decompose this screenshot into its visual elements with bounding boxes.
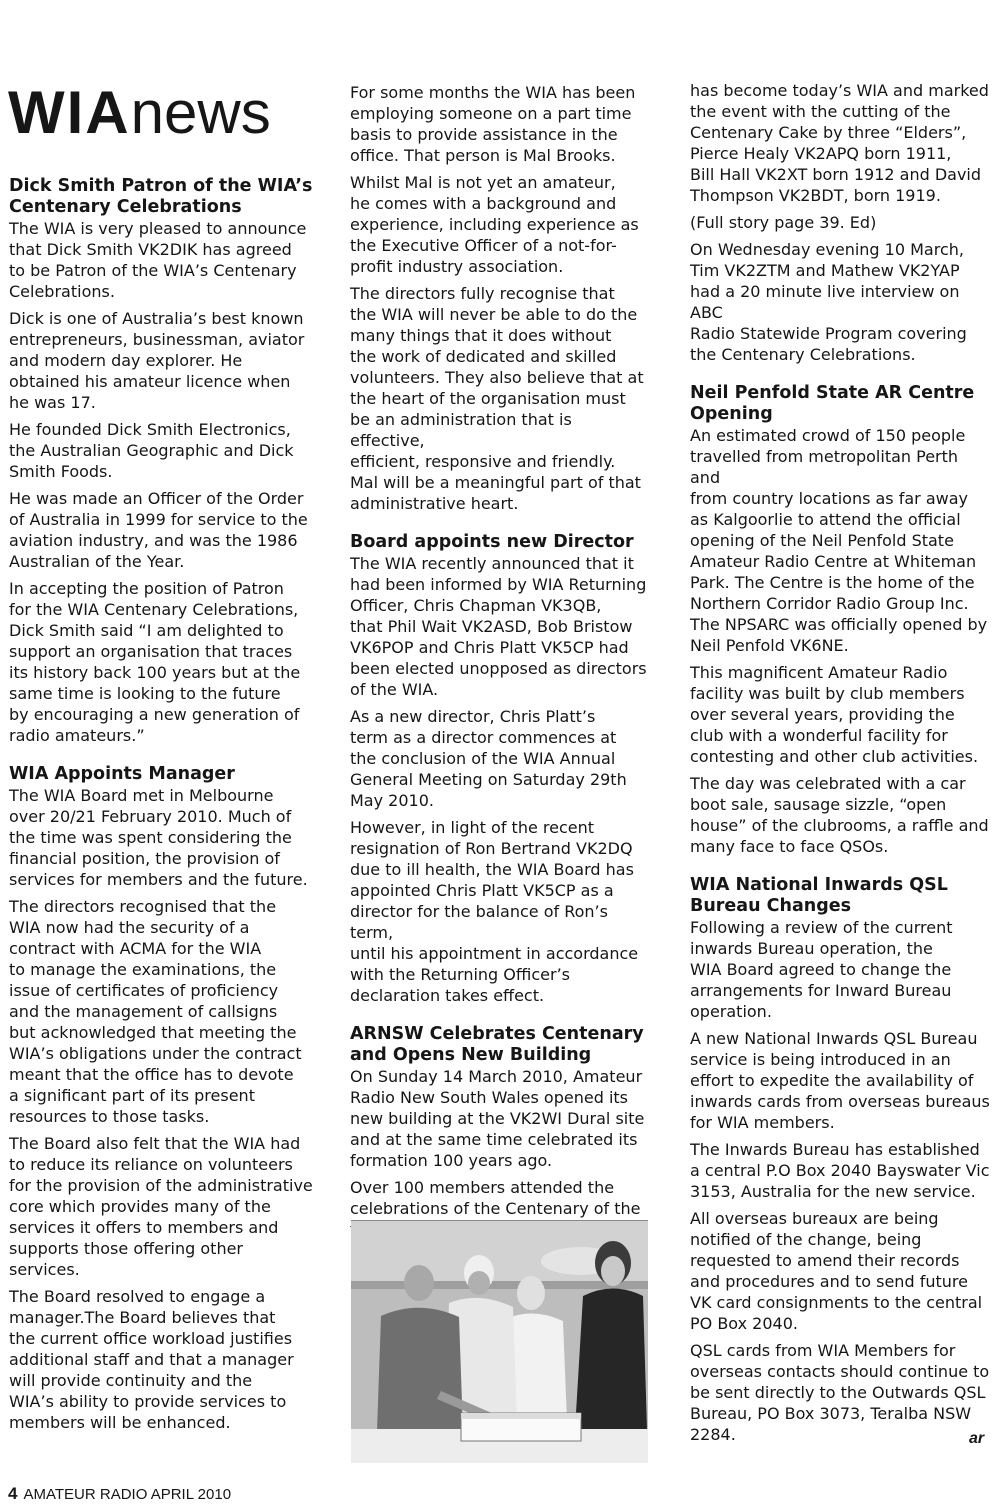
text-line: The Board also felt that the WIA had [9, 1134, 301, 1153]
article-heading [350, 532, 650, 553]
text-line: requested to amend their records [690, 1251, 960, 1270]
text-line: May 2010. [350, 791, 434, 810]
text-line: Pierce Healy VK2APQ born 1911, [690, 144, 952, 163]
text-line: financial position, the provision of [9, 849, 280, 868]
article-paragraph [350, 172, 650, 277]
text-line: obtained his amateur licence when [9, 372, 291, 391]
text-line: employing someone on a part time [350, 104, 632, 123]
text-line: resignation of Ron Bertrand VK2DQ [350, 839, 633, 858]
text-line: notified of the change, being [690, 1230, 922, 1249]
centenary-cake-photo [351, 1220, 648, 1463]
article-paragraph [350, 817, 650, 1006]
text-line: VK card consignments to the central [690, 1293, 983, 1312]
text-line: had a 20 minute live interview on ABC [690, 282, 960, 322]
text-line: QSL cards from WIA Members for [690, 1341, 956, 1360]
article-paragraph [690, 662, 992, 767]
article-paragraph [690, 773, 992, 857]
text-line: Northern Corridor Radio Group Inc. [690, 594, 969, 613]
text-line: meant that the office has to devote [9, 1065, 294, 1084]
text-line: profit industry association. [350, 257, 564, 276]
text-line: On Wednesday evening 10 March, [690, 240, 964, 259]
text-line: of Australia in 1999 for service to the [9, 510, 308, 529]
article-heading [690, 875, 992, 917]
text-line: boot sale, sausage sizzle, “open [690, 795, 947, 814]
text-line: term as a director commences at [350, 728, 617, 747]
text-line: members will be enhanced. [9, 1413, 231, 1432]
text-line: Dick Smith said “I am delighted to [9, 621, 284, 640]
text-line: VK6POP and Chris Platt VK5CP had [350, 638, 629, 657]
text-line: the Executive Officer of a not-for- [350, 236, 617, 255]
text-line: for the provision of the administrative [9, 1176, 313, 1195]
page-number: 4 [8, 1484, 18, 1503]
text-line: but acknowledged that meeting the [9, 1023, 297, 1042]
article-heading [9, 176, 317, 218]
text-line: a significant part of its present [9, 1086, 255, 1105]
text-line: Neil Penfold VK6NE. [690, 636, 849, 655]
heading-line: Opening [690, 404, 773, 424]
column-3 [690, 80, 992, 1451]
text-line: WIA now had the security of a [9, 918, 250, 937]
heading-line: Bureau Changes [690, 896, 852, 916]
text-line: over 20/21 February 2010. Much of [9, 807, 292, 826]
text-line: and the management of callsigns [9, 1002, 278, 1021]
text-line: travelled from metropolitan Perth and [690, 447, 959, 487]
text-line: many face to face QSOs. [690, 837, 889, 856]
text-line: the event with the cutting of the [690, 102, 951, 121]
text-line: house” of the clubrooms, a raffle and [690, 816, 989, 835]
text-line: issue of certificates of proficiency [9, 981, 279, 1000]
text-line: Radio Statewide Program covering [690, 324, 967, 343]
text-line: The Inwards Bureau has established [690, 1140, 980, 1159]
masthead-wia-news [8, 78, 271, 148]
text-line: contesting and other club activities. [690, 747, 979, 766]
text-line: he was 17. [9, 393, 96, 412]
text-line: opening of the Neil Penfold State [690, 531, 954, 550]
article-paragraph [690, 1208, 992, 1334]
text-line: declaration takes effect. [350, 986, 545, 1005]
heading-line: WIA Appoints Manager [9, 764, 235, 784]
article-paragraph [350, 283, 650, 514]
article-section [350, 82, 650, 514]
article-paragraph [9, 419, 317, 482]
text-line: with the Returning Officer’s [350, 965, 570, 984]
text-line: administrative heart. [350, 494, 519, 513]
text-line: WIA’s ability to provide services to [9, 1392, 287, 1411]
article-paragraph [9, 785, 317, 890]
text-line: arrangements for Inward Bureau [690, 981, 952, 1000]
text-line: be an administration that is effective, [350, 410, 572, 450]
article-paragraph [9, 896, 317, 1127]
text-line: The day was celebrated with a car [690, 774, 966, 793]
article-paragraph [350, 1066, 650, 1171]
text-line: An estimated crowd of 150 people [690, 426, 966, 445]
article-section [690, 80, 992, 365]
text-line: Bill Hall VK2XT born 1912 and David [690, 165, 982, 184]
text-line: to manage the examinations, the [9, 960, 277, 979]
text-line: Amateur Radio Centre at Whiteman [690, 552, 977, 571]
article-paragraph [690, 1340, 992, 1445]
text-line: This magnificent Amateur Radio [690, 663, 948, 682]
article-paragraph [690, 1139, 992, 1202]
text-line: experience, including experience as [350, 215, 639, 234]
text-line: PO Box 2040. [690, 1314, 798, 1333]
text-line: from country locations as far away [690, 489, 968, 508]
text-line: of the WIA. [350, 680, 439, 699]
text-line: All overseas bureaux are being [690, 1209, 939, 1228]
text-line: the WIA will never be able to do the [350, 305, 638, 324]
text-line: manager.The Board believes that [9, 1308, 276, 1327]
article-section [690, 383, 992, 857]
article-paragraph [350, 553, 650, 700]
text-line: been elected unopposed as directors [350, 659, 647, 678]
text-line: The NPSARC was officially opened by [690, 615, 988, 634]
heading-line: Dick Smith Patron of the WIA’s [9, 176, 313, 196]
text-line: office. That person is Mal Brooks. [350, 146, 616, 165]
text-line: facility was built by club members [690, 684, 965, 703]
text-line: service is being introduced in an [690, 1050, 951, 1069]
text-line: club with a wonderful facility for [690, 726, 948, 745]
text-line: resources to those tasks. [9, 1107, 210, 1126]
text-line: entrepreneurs, businessman, aviator [9, 330, 305, 349]
text-line: services. [9, 1260, 80, 1279]
text-line: contract with ACMA for the WIA [9, 939, 262, 958]
text-line: (Full story page 39. Ed) [690, 213, 877, 232]
text-line: Radio New South Wales opened its [350, 1088, 628, 1107]
text-line: Celebrations. [9, 282, 115, 301]
text-line: The WIA recently announced that it [350, 554, 634, 573]
masthead-light: news [130, 79, 271, 146]
article-section [350, 1024, 650, 1240]
text-line: appointed Chris Platt VK5CP as a [350, 881, 614, 900]
text-line: WIA Board agreed to change the [690, 960, 952, 979]
heading-line: Centenary Celebrations [9, 197, 242, 217]
text-line: The Board resolved to engage a [9, 1287, 266, 1306]
text-line: new building at the VK2WI Dural site [350, 1109, 645, 1128]
article-paragraph [9, 218, 317, 302]
text-line: the time was spent considering the [9, 828, 292, 847]
text-line: for the WIA Centenary Celebrations, [9, 600, 299, 619]
text-line: 2284. [690, 1425, 736, 1444]
text-line: overseas contacts should continue to [690, 1362, 990, 1381]
text-line: Bureau, PO Box 3073, Teralba NSW [690, 1404, 972, 1423]
text-line: The WIA Board met in Melbourne [9, 786, 274, 805]
text-line: WIA’s obligations under the contract [9, 1044, 302, 1063]
text-line: until his appointment in accordance [350, 944, 639, 963]
text-line: Following a review of the current [690, 918, 953, 937]
text-line: as Kalgoorlie to attend the official [690, 510, 961, 529]
text-line: He was made an Officer of the Order [9, 489, 304, 508]
text-line: that Phil Wait VK2ASD, Bob Bristow [350, 617, 633, 636]
article-paragraph [350, 82, 650, 166]
text-line: that Dick Smith VK2DIK has agreed [9, 240, 292, 259]
text-line: a central P.O Box 2040 Bayswater Vic [690, 1161, 990, 1180]
text-line: core which provides many of the [9, 1197, 271, 1216]
text-line: many things that it does without [350, 326, 612, 345]
text-line: same time is looking to the future [9, 684, 281, 703]
text-line: the heart of the organisation must [350, 389, 626, 408]
text-line: As a new director, Chris Platt’s [350, 707, 596, 726]
text-line: Over 100 members attended the [350, 1178, 615, 1197]
heading-line: and Opens New Building [350, 1045, 592, 1065]
text-line: operation. [690, 1002, 772, 1021]
text-line: be sent directly to the Outwards QSL [690, 1383, 986, 1402]
article-paragraph [9, 308, 317, 413]
article-paragraph [690, 917, 992, 1022]
text-line: inwards Bureau operation, the [690, 939, 933, 958]
text-line: Mal will be a meaningful part of that [350, 473, 641, 492]
text-line: The directors recognised that the [9, 897, 277, 916]
text-line: director for the balance of Ron’s term, [350, 902, 608, 942]
heading-line: Neil Penfold State AR Centre [690, 383, 975, 403]
text-line: to be Patron of the WIA’s Centenary [9, 261, 297, 280]
article-paragraph [9, 1286, 317, 1433]
text-line: However, in light of the recent [350, 818, 595, 837]
text-line: For some months the WIA has been [350, 83, 636, 102]
article-section [350, 532, 650, 1006]
article-paragraph [9, 488, 317, 572]
article-section [9, 176, 317, 746]
text-line: he comes with a background and [350, 194, 617, 213]
heading-line: Board appoints new Director [350, 532, 634, 552]
heading-line: WIA National Inwards QSL [690, 875, 948, 895]
photo-illustration [351, 1221, 648, 1463]
text-line: A new National Inwards QSL Bureau [690, 1029, 978, 1048]
text-line: Whilst Mal is not yet an amateur, [350, 173, 616, 192]
text-line: support an organisation that traces [9, 642, 293, 661]
text-line: and modern day explorer. He [9, 351, 243, 370]
text-line: Centenary Cake by three “Elders”, [690, 123, 967, 142]
article-section [9, 764, 317, 1433]
text-line: Park. The Centre is the home of the [690, 573, 975, 592]
text-line: services it offers to members and [9, 1218, 279, 1237]
page-footer [8, 1485, 231, 1504]
text-line: has become today’s WIA and marked [690, 81, 989, 100]
article-paragraph [690, 212, 992, 233]
text-line: the current office workload justifies [9, 1329, 293, 1348]
text-line: the Centenary Celebrations. [690, 345, 916, 364]
publication-info: AMATEUR RADIO APRIL 2010 [23, 1486, 232, 1503]
article-section [690, 875, 992, 1445]
text-line: formation 100 years ago. [350, 1151, 553, 1170]
text-line: In accepting the position of Patron [9, 579, 284, 598]
text-line: will provide continuity and the [9, 1371, 253, 1390]
text-line: Officer, Chris Chapman VK3QB, [350, 596, 602, 615]
ar-logo: ar [969, 1430, 985, 1447]
text-line: volunteers. They also believe that at [350, 368, 644, 387]
article-paragraph [9, 578, 317, 746]
text-line: 3153, Australia for the new service. [690, 1182, 976, 1201]
text-line: Thompson VK2BDT, born 1919. [690, 186, 941, 205]
text-line: and at the same time celebrated its [350, 1130, 638, 1149]
masthead-bold: WIA [8, 79, 131, 146]
column-1 [9, 176, 317, 1439]
text-line: by encouraging a new generation of [9, 705, 300, 724]
text-line: basis to provide assistance in the [350, 125, 618, 144]
article-paragraph [690, 239, 992, 365]
heading-line: ARNSW Celebrates Centenary [350, 1024, 644, 1044]
text-line: The directors fully recognise that [350, 284, 615, 303]
text-line: On Sunday 14 March 2010, Amateur [350, 1067, 643, 1086]
text-line: over several years, providing the [690, 705, 955, 724]
text-line: the work of dedicated and skilled [350, 347, 617, 366]
text-line: for WIA members. [690, 1113, 835, 1132]
article-paragraph [690, 80, 992, 206]
text-line: the conclusion of the WIA Annual [350, 749, 616, 768]
column-2 [350, 82, 650, 1246]
text-line: the Australian Geographic and Dick [9, 441, 294, 460]
article-heading [9, 764, 317, 785]
text-line: The WIA is very pleased to announce [9, 219, 307, 238]
text-line: had been informed by WIA Returning [350, 575, 647, 594]
article-heading [350, 1024, 650, 1066]
text-line: inwards cards from overseas bureaus [690, 1092, 990, 1111]
text-line: Australian of the Year. [9, 552, 185, 571]
text-line: to reduce its reliance on volunteers [9, 1155, 293, 1174]
text-line: aviation industry, and was the 1986 [9, 531, 298, 550]
text-line: celebrations of the Centenary of the [350, 1199, 641, 1218]
text-line: General Meeting on Saturday 29th [350, 770, 627, 789]
text-line: due to ill health, the WIA Board has [350, 860, 634, 879]
article-paragraph [690, 425, 992, 656]
text-line: additional staff and that a manager [9, 1350, 294, 1369]
text-line: effort to expedite the availability of [690, 1071, 974, 1090]
article-paragraph [350, 706, 650, 811]
text-line: efficient, responsive and friendly. [350, 452, 616, 471]
text-line: Dick is one of Australia’s best known [9, 309, 304, 328]
article-paragraph [9, 1133, 317, 1280]
article-heading [690, 383, 992, 425]
text-line: its history back 100 years but at the [9, 663, 301, 682]
text-line: Smith Foods. [9, 462, 113, 481]
text-line: services for members and the future. [9, 870, 308, 889]
text-line: Tim VK2ZTM and Mathew VK2YAP [690, 261, 960, 280]
text-line: and procedures and to send future [690, 1272, 968, 1291]
article-paragraph [690, 1028, 992, 1133]
text-line: supports those offering other [9, 1239, 244, 1258]
text-line: radio amateurs.” [9, 726, 145, 745]
text-line: He founded Dick Smith Electronics, [9, 420, 291, 439]
